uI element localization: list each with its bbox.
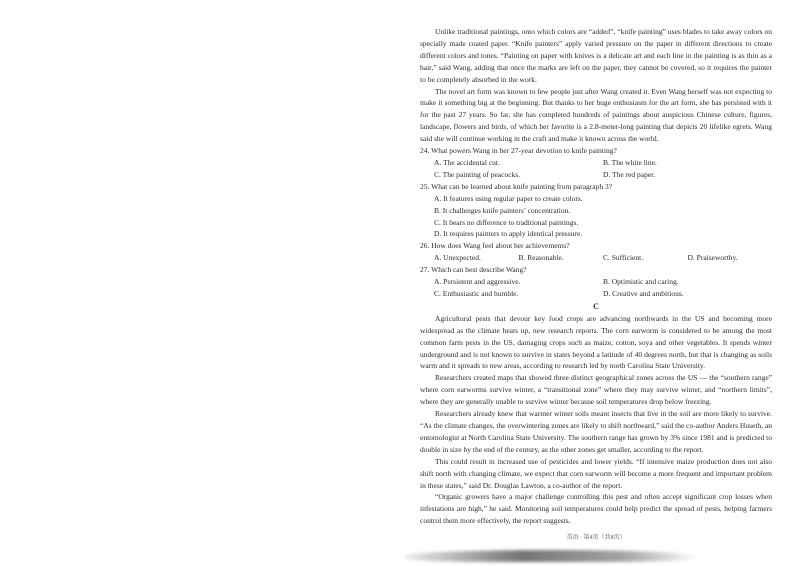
option-a: A. It features using regular paper to create colors. — [434, 193, 583, 203]
options — [420, 252, 772, 264]
option-b: B. Reasonable. — [518, 253, 564, 263]
passage-c — [420, 313, 772, 527]
option-b: B. The white line. — [603, 157, 657, 167]
option-b: B. It challenges knife painters’ concentration. — [434, 205, 571, 215]
passage-b-paragraph: The novel art form was known to few people just after Wang created it. Even Wang herself was not expecting to make it something big at the beginning. But thanks to her huge enthusiasm for the art form, she has persisted with it for the past 27 years. So far, she has completed hundreds of paintings about auspicious Chinese culture, figures, landscape, flowers and birds, of which her favorite is a 2.8-meter-long painting that depicts 20 lifelike egrets. Wang said she will continue working in the craft and make it known across the world. — [420, 86, 772, 144]
question-25 — [420, 181, 772, 241]
scan-shadow — [405, 550, 695, 562]
options — [420, 193, 772, 241]
passage-c-paragraph: This could result in increased use of pesticides and lower yields. “If intensive maize production does not also shift north with changing climate, we expect that corn earworm will become a more frequent and important problem in these states,” said Dr. Douglas Lawton, a co-author of the report. — [420, 456, 772, 490]
option-a: A. The accidental cut. — [434, 157, 500, 167]
question-stem: 26. How does Wang feel about her achievements? — [420, 241, 570, 251]
option-c: C. Enthusiastic and humble. — [434, 288, 519, 298]
question-26 — [420, 240, 772, 264]
passage-c-paragraph: Agricultural pests that devour key food crops are advancing northwards in the US and becoming more widespread as the climate heats up, new research reports. The corn earworm is considered to be among the most common farm pests in the US, damaging crops such as maize, cotton, soya and other vegetables. It spends winter underground and is not known to survive in states beyond a latitude of 40 degrees north, but that is changing as soils warm and it spreads to new areas, according to research led by north Carolina State University. — [420, 313, 772, 371]
options — [420, 276, 772, 300]
question-24 — [420, 145, 772, 181]
option-b: B. Optimistic and caring. — [603, 277, 679, 287]
passage-c-paragraph: Researchers created maps that showed three distinct geographical zones across the US — the “southern range” where corn earworms survive winter, a “transitional zone” where they may survive winter, and “northern limits”, where they are generally unable to survive winter because soil temperatures drop below freezing. — [420, 373, 772, 407]
question-stem: 25. What can be learned about knife painting from paragraph 3? — [420, 181, 613, 191]
option-c: C. It bears no difference to traditional paintings. — [434, 217, 579, 227]
option-c: C. Sufficient. — [603, 253, 644, 263]
question-stem: 24. What powers Wang in her 27-year devotion to knife painting? — [420, 146, 617, 156]
option-d: D. Creative and ambitious. — [603, 288, 684, 298]
passage-c-paragraph: “Organic growers have a major challenge controlling this pest and often accept significant crop losses when infestations are high,” he said. Monitoring soil temperatures could help predict the spread of pests, helping farmers control them more effectively, the report suggests. — [420, 492, 772, 526]
option-a: A. Persistent and aggressive. — [434, 277, 521, 287]
option-a: A. Unexpected. — [434, 253, 481, 263]
page-footer: 英语 · 第4页（共8页） — [566, 535, 626, 542]
question-27 — [420, 264, 772, 300]
exam-sheet — [420, 26, 772, 543]
passage-b — [420, 26, 772, 145]
option-c: C. The painting of peacocks. — [434, 169, 521, 179]
section-title: C — [593, 301, 599, 311]
option-d: D. Praiseworthy. — [687, 253, 738, 263]
options — [420, 157, 772, 181]
passage-c-paragraph: Researchers already knew that warmer winter soils meant insects that live in the soil are more likely to survive. “As the climate changes, the overwintering zones are likely to shift northward,” said the co-author Anders Huseth, an entomologist at North Carolina State University. The southern range has grown by 3% since 1981 and is predicted to double in size by the end of the century, as the other zones get smaller, according to the report. — [420, 409, 772, 454]
question-stem: 27. Which can best describe Wang? — [420, 265, 527, 275]
passage-b-paragraph: Unlike traditional paintings, onto which colors are “added”, “knife painting” uses blades to take away colors on specially made coated paper. “Knife painters” apply varied pressure on the paper in different directions to create different colors and tones. “Painting on paper with knives is a delicate art and each line in the painting is as thin as a hair,” said Wang, adding that once the marks are left on the paper, they cannot be covered, so it requires the painter to be completely absorbed in the work. — [420, 27, 772, 84]
option-d: D. The red paper. — [603, 169, 656, 179]
option-d: D. It requires painters to apply identical pressure. — [434, 229, 583, 239]
